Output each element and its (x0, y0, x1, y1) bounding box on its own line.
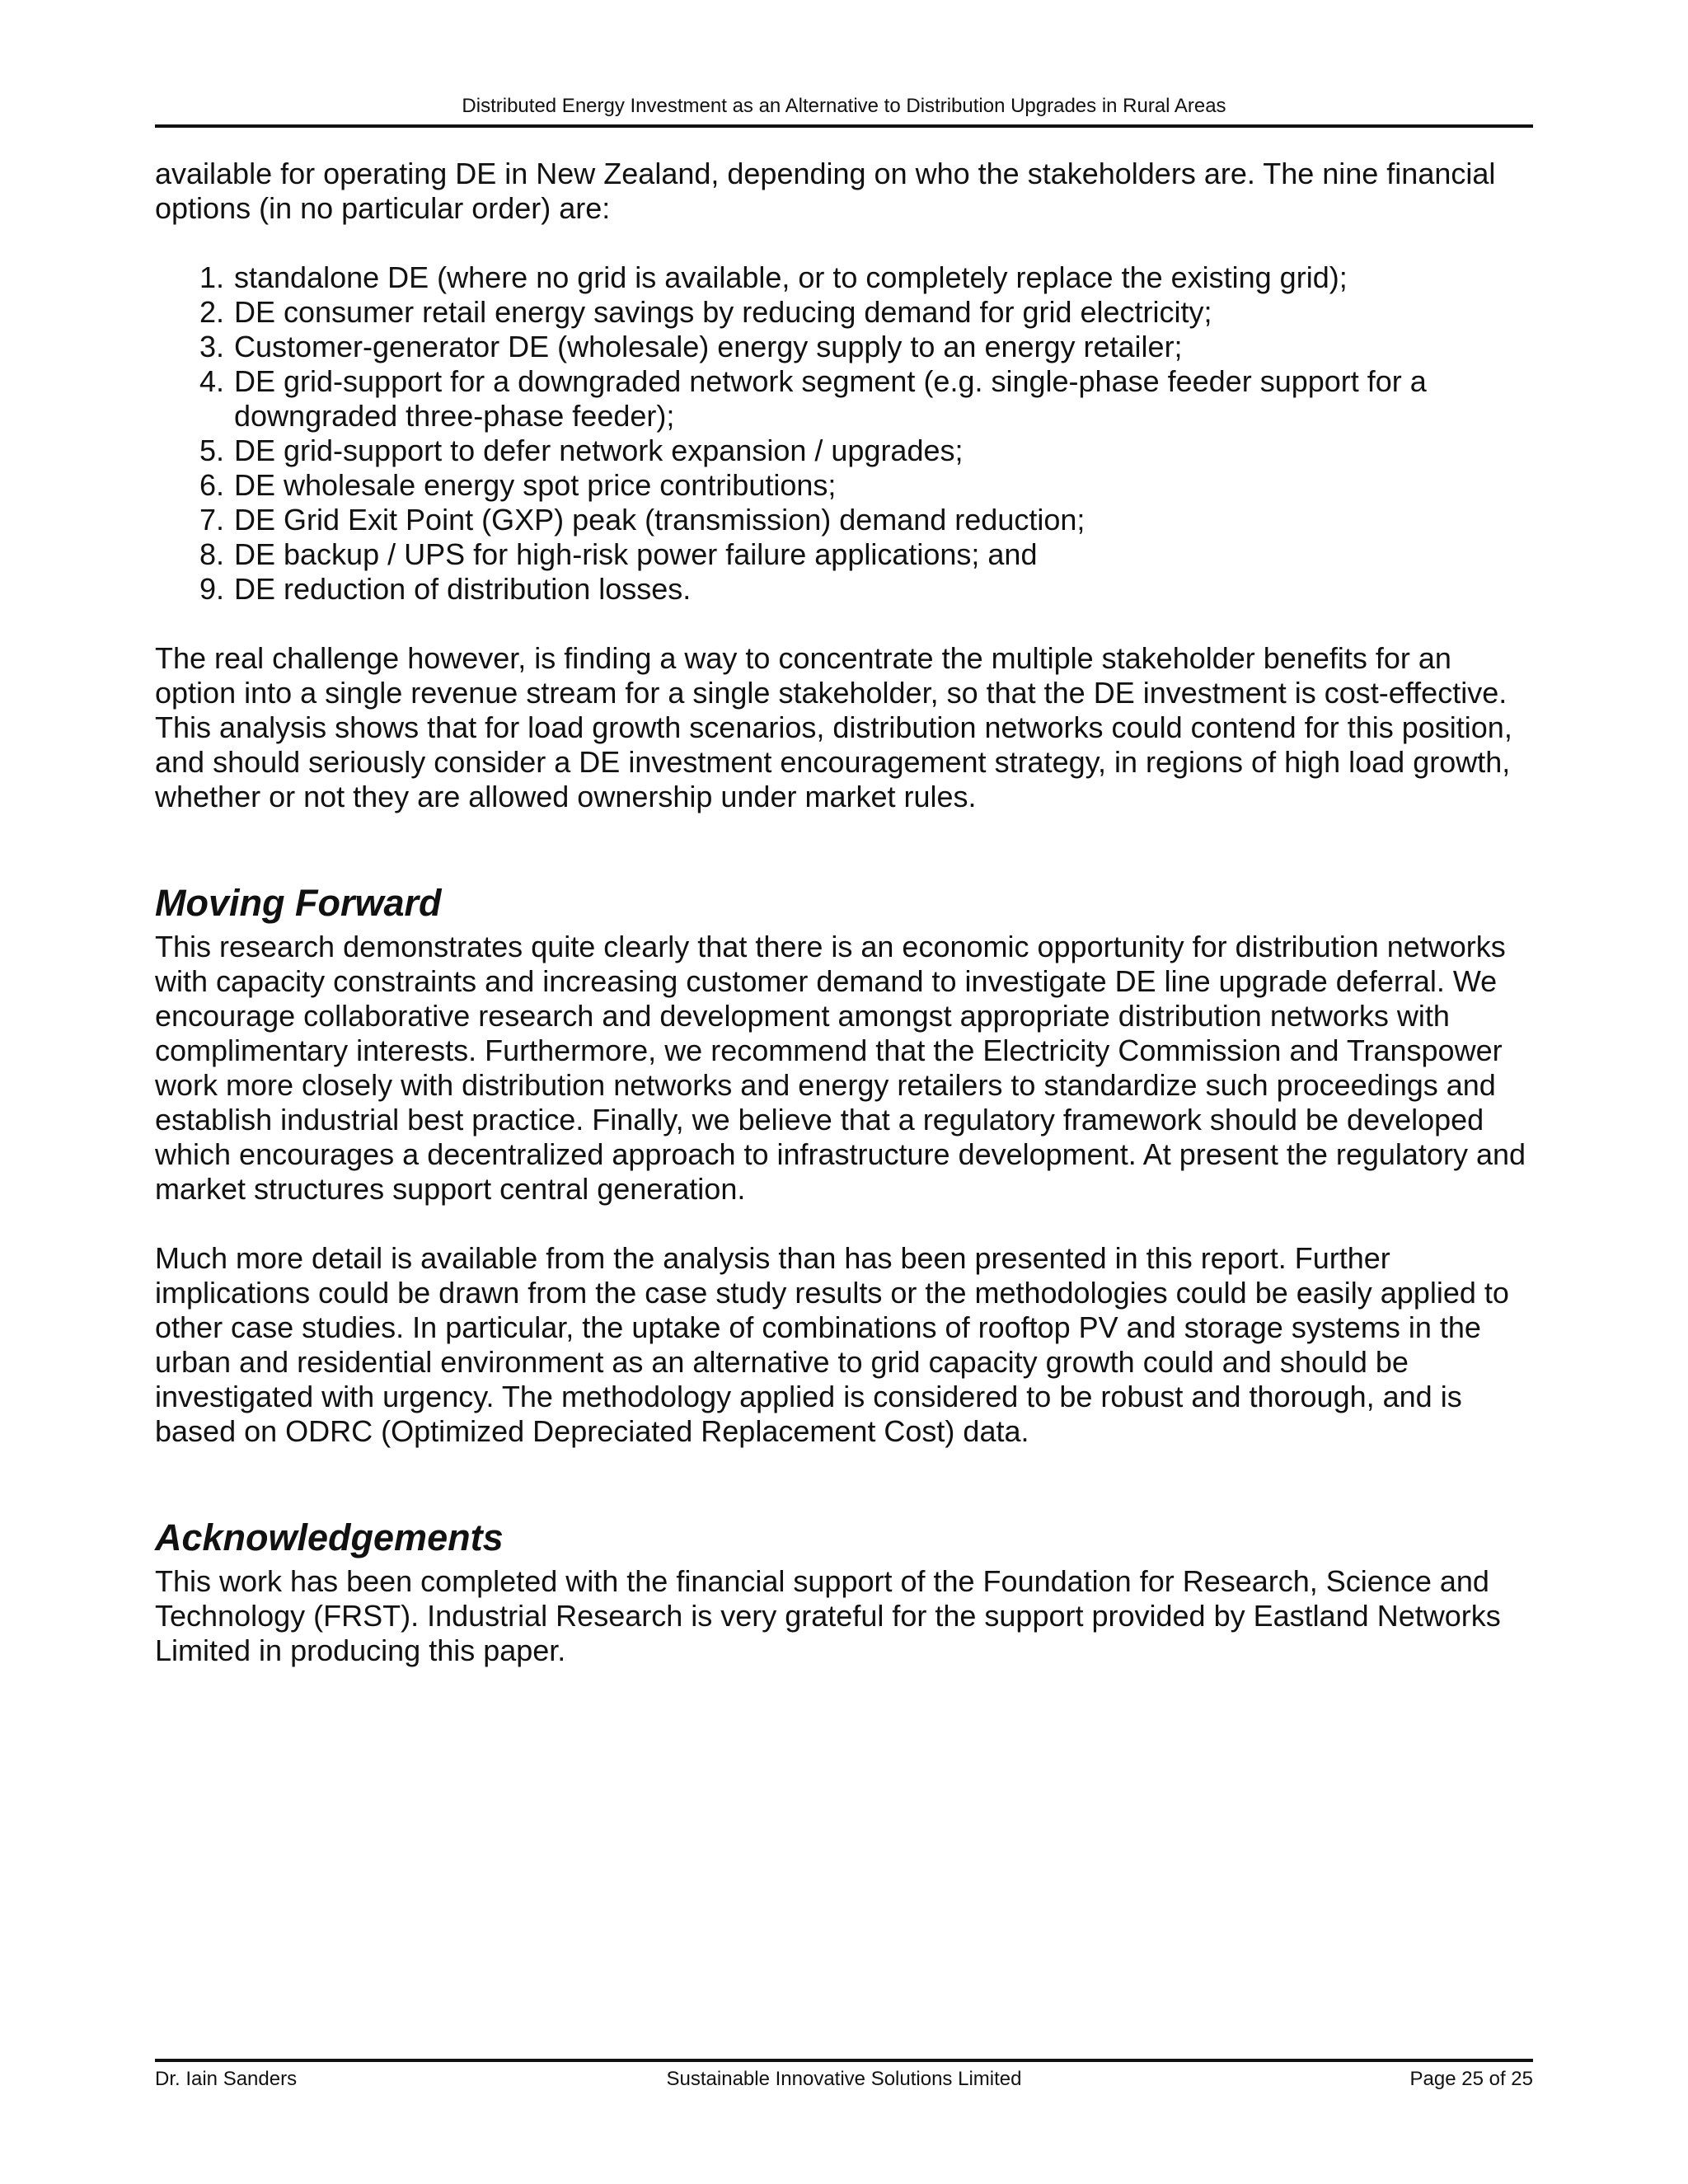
header-rule (155, 124, 1533, 128)
footer-author: Dr. Iain Sanders (155, 2068, 298, 2090)
moving-forward-heading: Moving Forward (155, 882, 442, 924)
footer-page-number: Page 25 of 25 (1409, 2068, 1533, 2090)
moving-forward-paragraph-1: This research demonstrates quite clearly that there is an economic opportunity for distribution networks with capacity constraints and increasing customer demand to investigate DE line upgrade deferral. We encourage collaborative research and development amongst appropriate distribution networks with complimentary interests. Furthermore, we recommend that the Electricity Commission and Transpower work more closely with distribution networks and energy retailers to standardize such proceedings and establish industrial best practice. Finally, we believe that a regulatory framework should be developed which encourages a decentralized approach to infrastructure development. At present the regulatory and market structures support central generation. (155, 930, 1526, 1206)
list-number: 9. (199, 572, 224, 606)
list-item-text: DE grid-support for a downgraded network segment (e.g. single-phase feeder support for a downgraded three-phase feeder); (234, 364, 1427, 433)
list-item (199, 572, 1533, 607)
list-item (199, 260, 1533, 295)
financial-options-list (155, 260, 1533, 607)
list-item-text: standalone DE (where no grid is available, or to completely replace the existing grid); (234, 260, 1348, 294)
list-number: 2. (199, 295, 224, 329)
list-item (199, 330, 1533, 364)
list-number: 1. (199, 260, 224, 294)
list-number: 3. (199, 330, 224, 363)
challenge-paragraph: The real challenge however, is finding a way to concentrate the multiple stakeholder benefits for an option into a single revenue stream for a single stakeholder, so that the DE investment is cost-effective. This analysis shows that for load growth scenarios, distribution networks could contend for this position, and should seriously consider a DE investment encouragement strategy, in regions of high load growth, whether or not they are allowed ownership under market rules. (155, 641, 1512, 813)
list-item (199, 434, 1533, 468)
list-item (199, 537, 1533, 572)
footer-organization: Sustainable Innovative Solutions Limited (666, 2068, 1022, 2090)
acknowledgements-paragraph: This work has been completed with the financial support of the Foundation for Research, Science and Technology (FRST). Industrial Research is very grateful for the support provided by Eastland Networks Limited in producing this paper. (155, 1564, 1501, 1667)
list-item-text: DE wholesale energy spot price contributions; (234, 468, 837, 502)
list-item (199, 295, 1533, 330)
list-item-text: DE grid-support to defer network expansion / upgrades; (234, 434, 964, 467)
list-number: 7. (199, 503, 224, 537)
page-content (155, 157, 1533, 1668)
list-item (199, 364, 1533, 434)
list-item-text: DE consumer retail energy savings by reducing demand for grid electricity; (234, 295, 1212, 329)
list-number: 5. (199, 434, 224, 467)
list-item (199, 503, 1533, 537)
acknowledgements-heading: Acknowledgements (155, 1516, 504, 1558)
list-number: 8. (199, 537, 224, 571)
list-item-text: DE reduction of distribution losses. (234, 572, 692, 606)
running-header: Distributed Energy Investment as an Alternative to Distribution Upgrades in Rural Areas (462, 95, 1226, 117)
list-item-text: DE Grid Exit Point (GXP) peak (transmission) demand reduction; (234, 503, 1085, 537)
list-number: 6. (199, 468, 224, 502)
moving-forward-paragraph-2: Much more detail is available from the analysis than has been presented in this report. Further implications could be drawn from the case study results or the methodologies could be easily applied to other case studies. In particular, the uptake of combinations of rooftop PV and storage systems in the urban and residential environment as an alternative to grid capacity growth could and should be investigated with urgency. The methodology applied is considered to be robust and thorough, and is based on ODRC (Optimized Depreciated Replacement Cost) data. (155, 1241, 1509, 1448)
footer-rule (155, 2059, 1533, 2062)
intro-paragraph: available for operating DE in New Zealand, depending on who the stakeholders are. The nine financial options (in no particular order) are: (155, 157, 1496, 225)
list-item (199, 468, 1533, 503)
list-item-text: Customer-generator DE (wholesale) energy supply to an energy retailer; (234, 330, 1183, 363)
list-item-text: DE backup / UPS for high-risk power failure applications; and (234, 537, 1038, 571)
list-number: 4. (199, 364, 224, 398)
